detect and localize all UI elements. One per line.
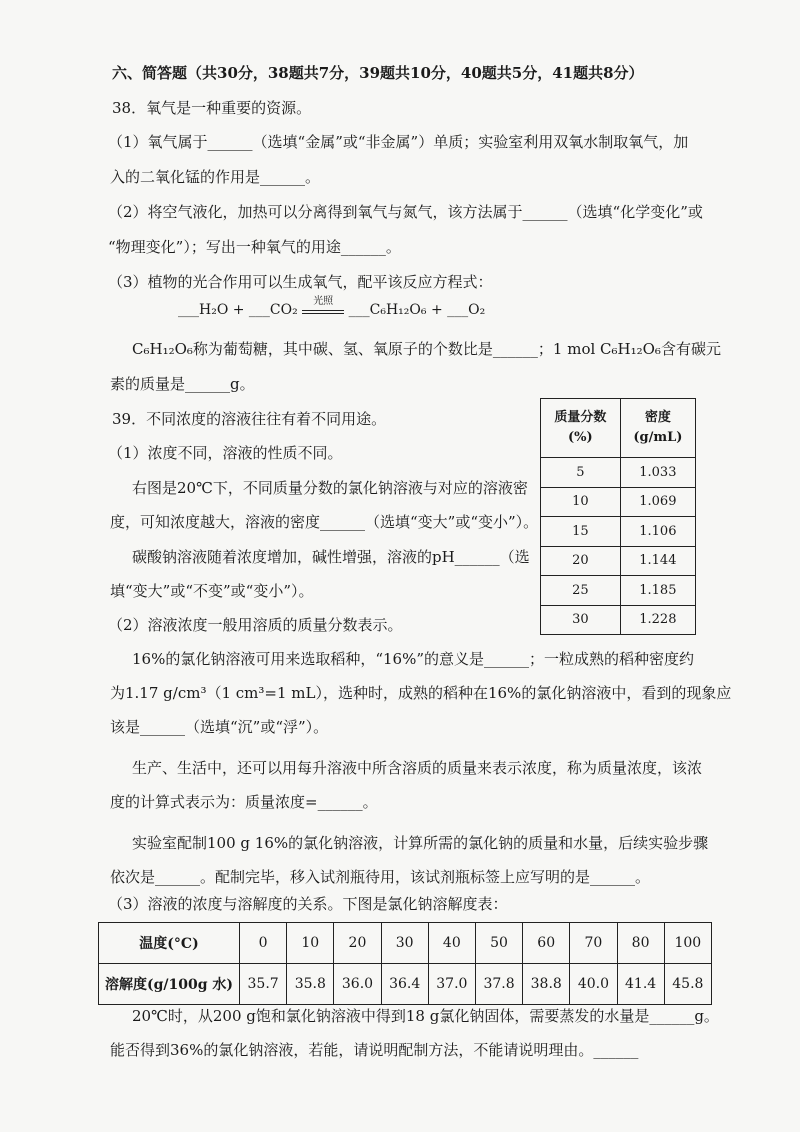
q39-part2-line5: 度的计算式表示为：质量浓度=______。	[110, 793, 378, 811]
temp-cell: 80	[617, 923, 664, 964]
table-row	[541, 605, 696, 635]
density-cell: 1.228	[620, 605, 695, 635]
equation-reactants: ___H₂O + ___CO₂	[178, 302, 298, 318]
temp-cell: 40	[428, 923, 475, 964]
q38-part2-line2: “物理变化”）；写出一种氧气的用途______。	[108, 238, 401, 256]
density-cell: 1.106	[620, 517, 695, 547]
q39-part1-line3: 碳酸钠溶液随着浓度增加，碱性增强，溶液的pH______（选	[132, 548, 530, 566]
density-table	[540, 398, 696, 635]
solubility-cell: 36.4	[381, 964, 428, 1005]
solubility-cell: 45.8	[664, 964, 711, 1005]
photosynthesis-equation	[178, 296, 486, 318]
density-cell: 1.144	[620, 546, 695, 576]
temp-cell: 10	[287, 923, 334, 964]
q39-part2-line4: 生产、生活中，还可以用每升溶液中所含溶质的质量来表示浓度，称为质量浓度，该浓	[132, 759, 703, 777]
q38-part2-line1: （2）将空气液化，加热可以分离得到氧气与氮气，该方法属于______（选填“化学变化”或	[108, 203, 703, 221]
q39-part3-title: （3）溶液的浓度与溶解度的关系。下图是氯化钠溶解度表：	[108, 895, 508, 913]
table-row	[541, 458, 696, 488]
density-cell: 1.033	[620, 458, 695, 488]
density-cell: 30	[541, 605, 621, 635]
density-cell: 20	[541, 546, 621, 576]
q38-part1-line2: 入的二氧化锰的作用是______。	[110, 168, 321, 186]
equation-condition-label: 光照	[313, 296, 334, 307]
solubility-cell: 35.7	[240, 964, 287, 1005]
solubility-table	[98, 922, 712, 1005]
solubility-cell: 40.0	[570, 964, 617, 1005]
solubility-temp-label: 温度(°C)	[99, 923, 240, 964]
solubility-cell: 35.8	[287, 964, 334, 1005]
table-row	[541, 546, 696, 576]
solubility-cell: 36.0	[334, 964, 381, 1005]
q38-part3-line3: 素的质量是______g。	[110, 375, 255, 393]
equation-equals-sign	[302, 310, 344, 314]
q39-part2-line2: 为1.17 g/cm³（1 cm³=1 mL），选种时，成熟的稻种在16%的氯化钠溶液中，看到的现象应	[110, 684, 732, 702]
q39-part3-line2: 能否得到36%的氯化钠溶液，若能，请说明配制方法，不能请说明理由。______	[110, 1041, 639, 1059]
solubility-cell: 41.4	[617, 964, 664, 1005]
table-row	[541, 576, 696, 606]
temp-cell: 30	[381, 923, 428, 964]
temp-cell: 20	[334, 923, 381, 964]
question-39: 39．不同浓度的溶液往往有着不同用途。	[112, 410, 387, 428]
density-header-density: 密度 (g/mL)	[620, 399, 695, 458]
q39-part1-line1: 右图是20℃下，不同质量分数的氯化钠溶液与对应的溶液密	[132, 479, 528, 497]
q39-part2-line6: 实验室配制100 g 16%的氯化钠溶液，计算所需的氯化钠的质量和水量，后续实验步骤	[132, 834, 709, 852]
q39-part1-line4: 填“变大”或“不变”或“变小”）。	[110, 582, 314, 600]
density-cell: 1.069	[620, 487, 695, 517]
density-header-mass-fraction: 质量分数 (%)	[541, 399, 621, 458]
table-row	[99, 923, 712, 964]
density-cell: 10	[541, 487, 621, 517]
q39-part2-line3: 该是______（选填“沉”或“浮”）。	[110, 718, 329, 736]
section-title: 六、简答题（共30分，38题共7分，39题共10分，40题共5分，41题共8分）	[112, 64, 644, 82]
q39-part2-title: （2）溶液浓度一般用溶质的质量分数表示。	[108, 616, 403, 634]
solubility-cell: 37.0	[428, 964, 475, 1005]
equation-condition	[302, 296, 344, 314]
density-cell: 15	[541, 517, 621, 547]
solubility-cell: 38.8	[523, 964, 570, 1005]
solubility-cell: 37.8	[475, 964, 522, 1005]
equation-products: ___C₆H₁₂O₆ + ___O₂	[348, 302, 486, 318]
density-cell: 5	[541, 458, 621, 488]
q39-part3-line1: 20℃时，从200 g饱和氯化钠溶液中得到18 g氯化钠固体，需要蒸发的水量是______g。	[132, 1007, 719, 1025]
q38-part1-line1: （1）氧气属于______（选填“金属”或“非金属”）单质；实验室利用双氧水制取氧气，加	[108, 133, 689, 151]
table-row	[541, 517, 696, 547]
density-table-header	[541, 399, 696, 458]
q39-part1-line2: 度，可知浓度越大，溶液的密度______（选填“变大”或“变小”）。	[110, 513, 539, 531]
temp-cell: 0	[240, 923, 287, 964]
table-row	[541, 487, 696, 517]
q39-part2-line1: 16%的氯化钠溶液可用来选取稻种，“16%”的意义是______；一粒成熟的稻种密度约	[132, 650, 695, 668]
temp-cell: 60	[523, 923, 570, 964]
question-38: 38．氧气是一种重要的资源。	[112, 99, 312, 117]
q38-part3-line1: （3）植物的光合作用可以生成氧气，配平该反应方程式：	[108, 273, 493, 291]
temp-cell: 100	[664, 923, 711, 964]
temp-cell: 50	[475, 923, 522, 964]
temp-cell: 70	[570, 923, 617, 964]
q39-part2-line7: 依次是______。配制完毕，移入试剂瓶待用，该试剂瓶标签上应写明的是______。	[110, 868, 651, 886]
q39-part1-title: （1）浓度不同，溶液的性质不同。	[108, 444, 343, 462]
solubility-value-label: 溶解度(g/100g 水)	[99, 964, 240, 1005]
density-cell: 1.185	[620, 576, 695, 606]
density-cell: 25	[541, 576, 621, 606]
table-row	[99, 964, 712, 1005]
q38-part3-line2: C₆H₁₂O₆称为葡萄糖，其中碳、氢、氧原子的个数比是______；1 mol C₆H₁₂O₆含有碳元	[132, 340, 721, 358]
